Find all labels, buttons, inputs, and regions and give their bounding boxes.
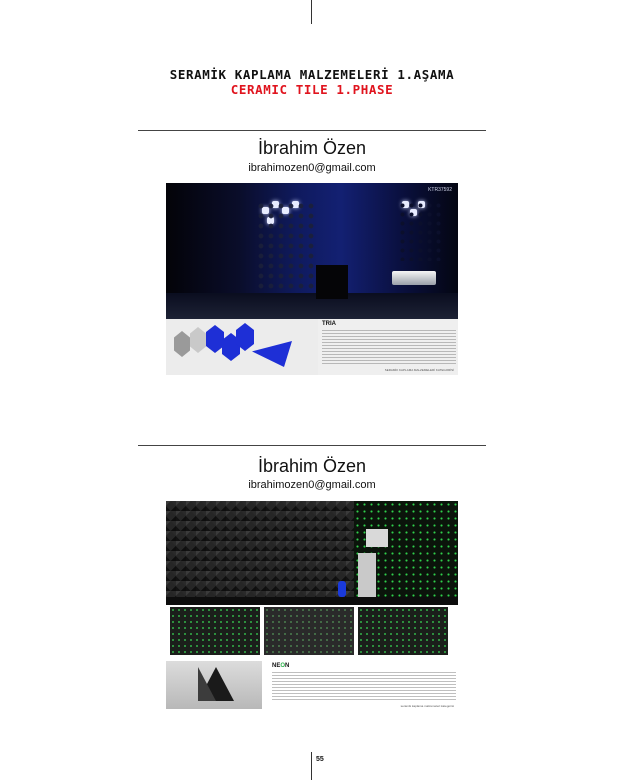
neon-tile-closeup: [166, 661, 262, 709]
sink-object: [392, 271, 436, 285]
author-email: ibrahimozen0@gmail.com: [248, 162, 376, 174]
pyramid-tile-wall: [166, 501, 356, 605]
black-cube-object: [316, 265, 348, 299]
hexagon-pattern-right: [398, 201, 444, 261]
page-title-turkish: SERAMİK KAPLAMA MALZEMELERİ 1.AŞAMA: [169, 67, 455, 82]
neon-thumbnail-1: [170, 607, 260, 655]
section-divider-1: [138, 130, 486, 131]
blue-vase-object: [338, 581, 346, 597]
page-number: 55: [316, 756, 324, 763]
neon-render-image: [166, 501, 458, 605]
neon-description: [272, 663, 456, 709]
hexagon-pattern-left: [256, 201, 316, 291]
neon-thumbnail-2: [264, 607, 354, 655]
author-name: İbrahim Özen: [257, 456, 367, 476]
description-text-block: [322, 330, 456, 366]
tria-description: [322, 321, 456, 373]
board-footer: seramik kaplama malzemeleri kategorisi: [400, 704, 454, 708]
tria-render-image: [166, 183, 458, 319]
bottom-center-tick: [311, 752, 312, 780]
board-title: TRIA: [322, 321, 336, 327]
board-code: KTR37592: [428, 187, 452, 193]
author-email: ibrahimozen0@gmail.com: [248, 479, 376, 491]
pedestal-object: [358, 553, 376, 597]
lamp-object: [366, 529, 388, 547]
description-text-block: [272, 672, 456, 702]
section-divider-2: [138, 445, 486, 446]
top-center-tick: [311, 0, 312, 24]
author-name: İbrahim Özen: [257, 138, 367, 158]
page-title-english: CERAMIC TILE 1.PHASE: [230, 82, 394, 97]
neon-thumbnail-3: [358, 607, 448, 655]
board-footer: SERAMİK KAPLAMA MALZEMELERİ KATEGORİSİ: [384, 368, 454, 372]
board-title: NEON: [272, 663, 290, 669]
tria-tile-diagram: [166, 319, 318, 375]
